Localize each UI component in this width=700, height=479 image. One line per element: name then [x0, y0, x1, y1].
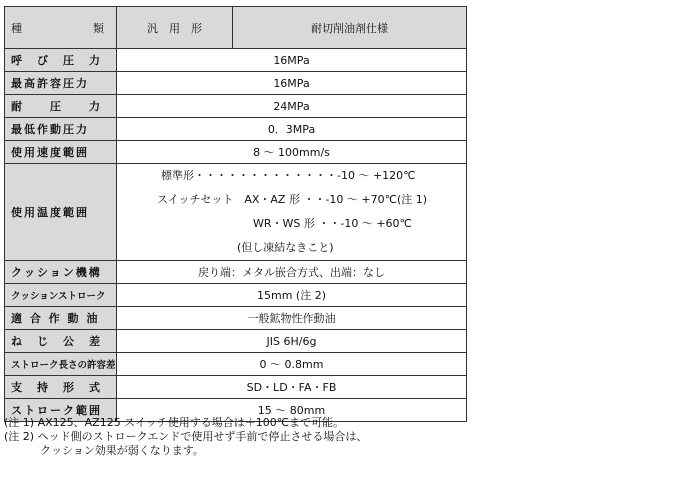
- row-label-thread-tolerance: ね じ 公 差: [5, 330, 117, 353]
- table-row: [5, 353, 467, 376]
- table-row: [5, 330, 467, 353]
- row-value-temperature-range: [117, 164, 467, 261]
- header-kind-char-2: 類: [93, 21, 104, 35]
- table-row: [5, 164, 467, 261]
- temp-line-no-freezing: (但し凍結なきこと): [237, 241, 334, 254]
- row-value-min-pressure: 0．3MPa: [117, 118, 467, 141]
- row-value-hydraulic-oil: 一般鉱物性作動油: [117, 307, 467, 330]
- table-row: [5, 118, 467, 141]
- row-label-stroke-range: ストローク範囲: [5, 399, 117, 422]
- row-value-speed-range: 8 ～ 100mm/s: [117, 141, 467, 164]
- row-value-cushion-mechanism: 戻り端：メタル嵌合方式、出端：なし: [117, 261, 467, 284]
- table-row: [5, 284, 467, 307]
- footnote-2-continuation: クッション効果が弱くなります。: [40, 444, 204, 457]
- row-label-speed-range: 使用速度範囲: [5, 141, 117, 164]
- row-label-hydraulic-oil: 適 合 作 動 油: [5, 307, 117, 330]
- row-value-max-pressure: 16MPa: [117, 72, 467, 95]
- footnotes: [4, 416, 367, 458]
- table-header-row: [5, 7, 467, 49]
- table-row: [5, 95, 467, 118]
- header-general-type: 汎 用 形: [117, 7, 233, 49]
- row-value-stroke-range: 15 ～ 80mm: [117, 399, 467, 422]
- row-label-min-pressure: 最低作動圧力: [5, 118, 117, 141]
- row-label-max-pressure: 最高許容圧力: [5, 72, 117, 95]
- row-value-nominal-pressure: 16MPa: [117, 49, 467, 72]
- table-row: [5, 376, 467, 399]
- row-label-mounting-type: 支 持 形 式: [5, 376, 117, 399]
- row-label-cushion-stroke: クッションストローク: [5, 284, 117, 307]
- row-value-thread-tolerance: JIS 6H/6g: [117, 330, 467, 353]
- row-value-proof-pressure: 24MPa: [117, 95, 467, 118]
- temp-line-switch-set: スイッチセット AX・AZ 形 ・・-10 ～ +70℃(注 1): [157, 193, 428, 206]
- temp-line-standard: 標準形・・・・・・・・・・・・・-10 ～ +120℃: [161, 169, 416, 182]
- temp-line-wr-ws: WR・WS 形 ・・-10 ～ +60℃: [253, 217, 412, 230]
- row-label-cushion-mechanism: クッション機構: [5, 261, 117, 284]
- table-row: [5, 141, 467, 164]
- row-value-cushion-stroke: 15mm (注 2): [117, 284, 467, 307]
- header-kind-char-1: 種: [11, 21, 22, 35]
- row-value-mounting-type: SD・LD・FA・FB: [117, 376, 467, 399]
- header-cutting-oil-spec: 耐切削油剤仕様: [233, 7, 467, 49]
- table-row: [5, 307, 467, 330]
- header-kind: [5, 7, 117, 49]
- spec-table: [4, 6, 467, 422]
- table-row: [5, 72, 467, 95]
- row-label-nominal-pressure: 呼 び 圧 力: [5, 49, 117, 72]
- row-label-stroke-tolerance: ストローク長さの許容差: [5, 353, 117, 376]
- table-row: [5, 49, 467, 72]
- row-label-temperature-range: 使用温度範囲: [5, 164, 117, 261]
- footnote-1: (注 1) AX125、AZ125 スイッチ使用する場合は＋100℃まで可能。: [4, 416, 345, 429]
- footnote-2: (注 2) ヘッド側のストロークエンドで使用せず手前で停止させる場合は、: [4, 430, 368, 443]
- table-row: [5, 261, 467, 284]
- row-label-proof-pressure: 耐 圧 力: [5, 95, 117, 118]
- row-value-stroke-tolerance: 0 ～ 0.8mm: [117, 353, 467, 376]
